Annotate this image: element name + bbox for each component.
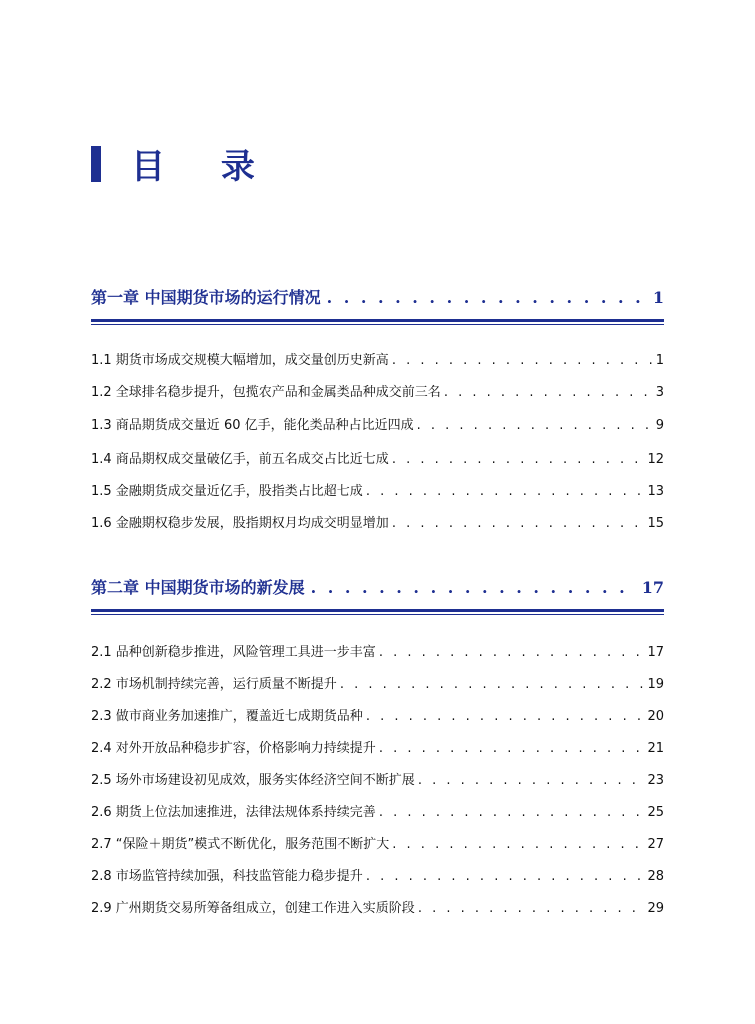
toc-entry[interactable] <box>91 641 664 661</box>
entry-title: 2.5 场外市场建设初见成效，服务实体经济空间不断扩展 <box>91 773 415 788</box>
entry-page-number: 19 <box>647 677 664 692</box>
leader-dots <box>417 418 653 433</box>
toc-entry[interactable] <box>91 480 664 500</box>
leader-dots <box>327 288 647 307</box>
toc-entry[interactable] <box>91 737 664 757</box>
entry-title: 2.9 广州期货交易所筹备组成立，创建工作进入实质阶段 <box>91 901 415 916</box>
entry-page-number: 29 <box>647 901 664 916</box>
entry-page-number: 3 <box>655 385 664 400</box>
entry-page-number: 15 <box>647 516 664 531</box>
toc-entry[interactable] <box>91 381 664 401</box>
leader-dots <box>418 901 645 916</box>
toc-entry[interactable] <box>91 414 664 434</box>
chapter-heading[interactable] <box>91 285 664 311</box>
entry-title: 2.3 做市商业务加速推广，覆盖近七成期货品种 <box>91 709 363 724</box>
toc-entry[interactable] <box>91 448 664 468</box>
leader-dots <box>418 773 645 788</box>
leader-dots <box>311 578 636 597</box>
chapter-page-number: 1 <box>652 288 664 307</box>
chapter-title: 第二章 中国期货市场的新发展 <box>91 578 305 597</box>
entry-page-number: 12 <box>647 452 664 467</box>
toc-entry[interactable] <box>91 512 664 532</box>
leader-dots <box>366 484 645 499</box>
entry-page-number: 20 <box>647 709 664 724</box>
chapter-2[interactable] <box>91 575 664 601</box>
chapter-1[interactable] <box>91 285 664 311</box>
chapter-page-number: 17 <box>641 578 664 597</box>
chapter-title: 第一章 中国期货市场的运行情况 <box>91 288 321 307</box>
entry-page-number: 9 <box>655 418 664 433</box>
toc-entry[interactable] <box>91 705 664 725</box>
leader-dots <box>379 805 645 820</box>
leader-dots <box>379 741 645 756</box>
leader-dots <box>392 353 653 368</box>
toc-entry[interactable] <box>91 349 664 369</box>
entry-page-number: 13 <box>647 484 664 499</box>
entry-page-number: 25 <box>647 805 664 820</box>
chapter-divider <box>91 319 664 325</box>
leader-dots <box>366 709 645 724</box>
leader-dots <box>392 837 644 852</box>
entry-title: 1.3 商品期货成交量近 60 亿手，能化类品种占比近四成 <box>91 418 414 433</box>
entry-title: 2.6 期货上位法加速推进，法律法规体系持续完善 <box>91 805 376 820</box>
leader-dots <box>392 452 645 467</box>
chapter-divider <box>91 609 664 615</box>
entry-title: 1.5 金融期货成交量近亿手，股指类占比超七成 <box>91 484 363 499</box>
leader-dots <box>366 869 645 884</box>
leader-dots <box>444 385 653 400</box>
page-title: 目 录 <box>131 147 277 187</box>
entry-title: 2.7 “保险＋期货”模式不断优化，服务范围不断扩大 <box>91 837 390 852</box>
chapter-heading[interactable] <box>91 575 664 601</box>
entry-page-number: 28 <box>647 869 664 884</box>
leader-dots <box>379 645 645 660</box>
entry-title: 2.4 对外开放品种稳步扩容，价格影响力持续提升 <box>91 741 376 756</box>
toc-entry[interactable] <box>91 801 664 821</box>
leader-dots <box>392 516 645 531</box>
title-accent-bar <box>91 146 101 182</box>
entry-page-number: 21 <box>647 741 664 756</box>
toc-entry[interactable] <box>91 769 664 789</box>
entry-title: 1.2 全球排名稳步提升，包揽农产品和金属类品种成交前三名 <box>91 385 441 400</box>
entry-page-number: 17 <box>647 645 664 660</box>
toc-entry[interactable] <box>91 833 664 853</box>
toc-entry[interactable] <box>91 673 664 693</box>
entry-title: 2.8 市场监管持续加强，科技监管能力稳步提升 <box>91 869 363 884</box>
entry-page-number: 27 <box>647 837 664 852</box>
entry-title: 2.1 品种创新稳步推进，风险管理工具进一步丰富 <box>91 645 376 660</box>
entry-title: 1.4 商品期权成交量破亿手，前五名成交占比近七成 <box>91 452 389 467</box>
toc-entry[interactable] <box>91 865 664 885</box>
entry-title: 2.2 市场机制持续完善，运行质量不断提升 <box>91 677 337 692</box>
toc-entry[interactable] <box>91 897 664 917</box>
leader-dots <box>340 677 645 692</box>
entry-page-number: 23 <box>647 773 664 788</box>
entry-title: 1.6 金融期权稳步发展，股指期权月均成交明显增加 <box>91 516 389 531</box>
entry-page-number: 1 <box>655 353 664 368</box>
entry-title: 1.1 期货市场成交规模大幅增加，成交量创历史新高 <box>91 353 389 368</box>
